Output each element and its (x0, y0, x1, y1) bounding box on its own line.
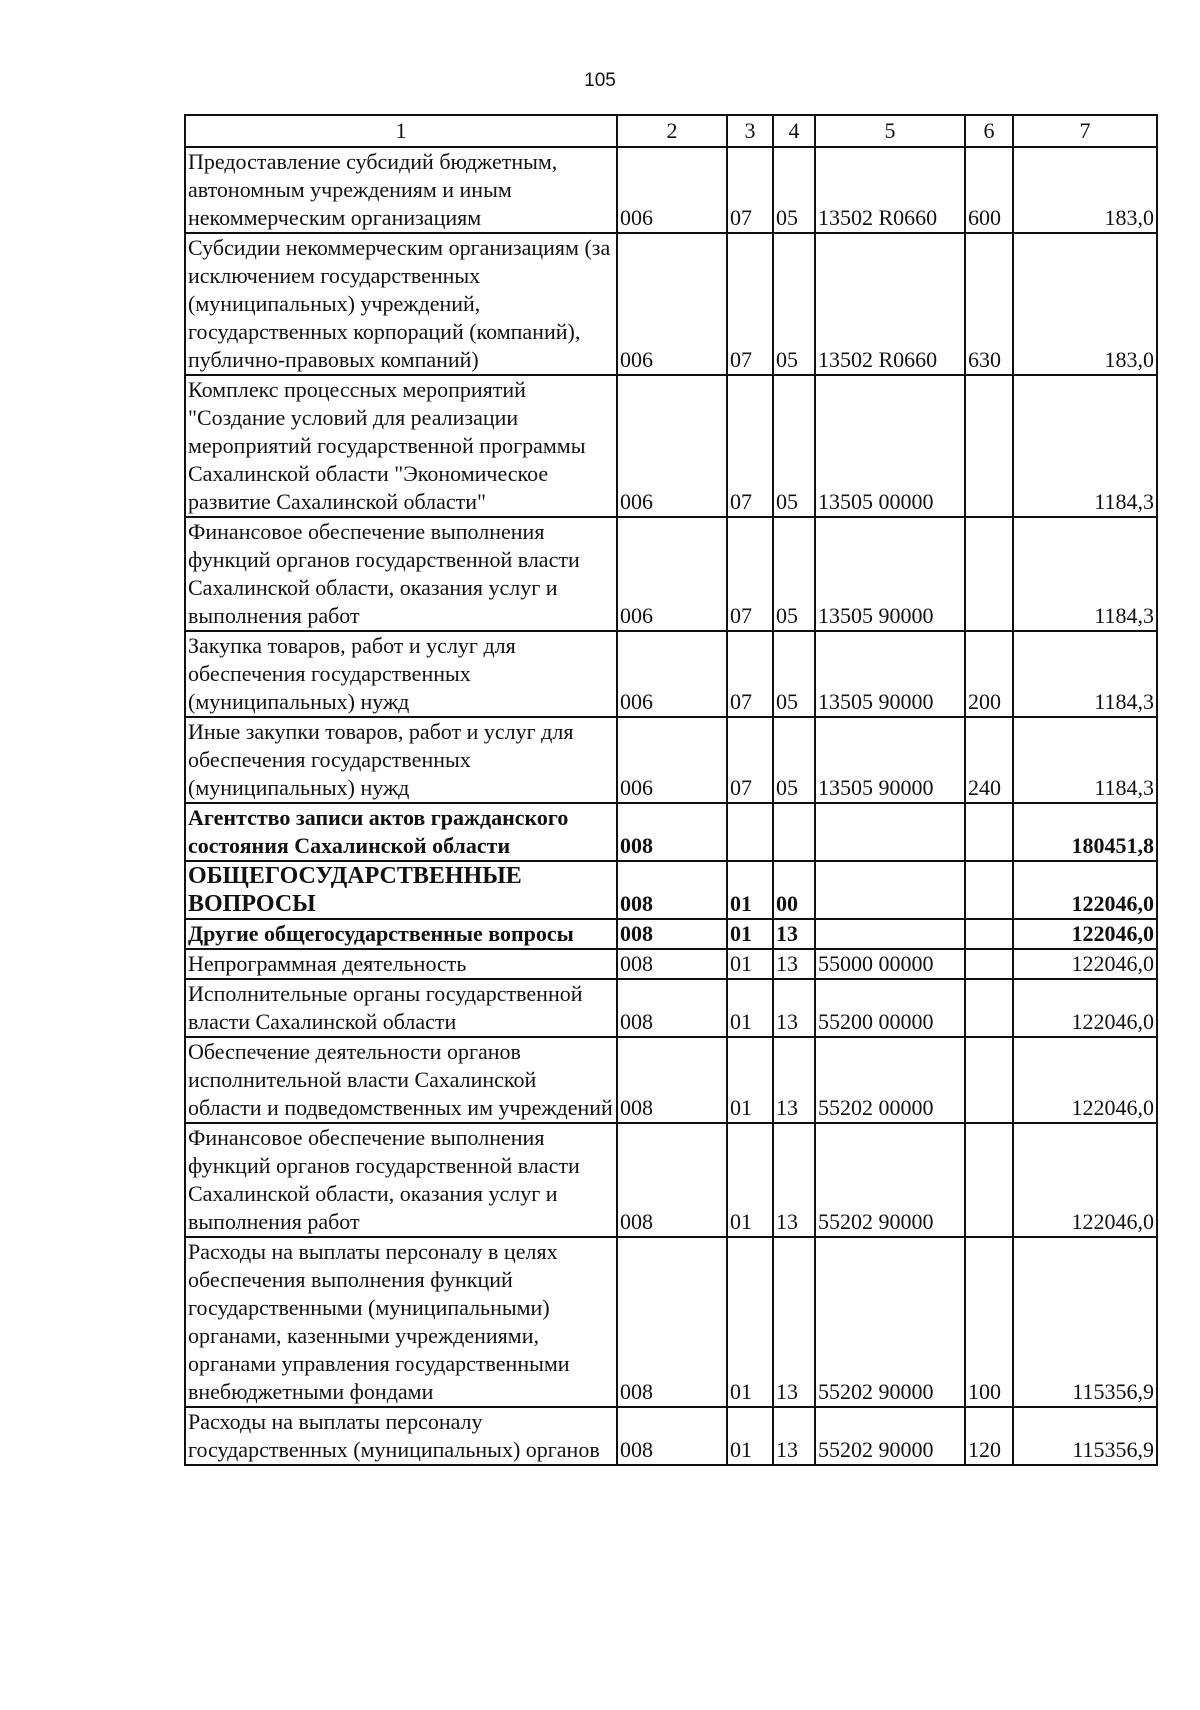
admin-code-cell: 008 (617, 1237, 727, 1407)
subsection-cell: 05 (773, 375, 815, 517)
amount-cell: 122046,0 (1013, 1123, 1157, 1237)
row-name-cell: Закупка товаров, работ и услуг для обеспечения государственных (муниципальных) нужд (185, 631, 617, 717)
amount-cell: 180451,8 (1013, 803, 1157, 861)
table-row (185, 631, 1157, 717)
target-article-cell: 55200 00000 (815, 979, 965, 1037)
section-cell: 01 (727, 949, 773, 979)
amount-cell: 183,0 (1013, 147, 1157, 233)
target-article-cell: 55202 00000 (815, 1037, 965, 1123)
admin-code-cell: 006 (617, 375, 727, 517)
row-name-cell: ОБЩЕГОСУДАРСТВЕННЫЕ ВОПРОСЫ (185, 861, 617, 919)
section-cell: 07 (727, 375, 773, 517)
subsection-cell: 13 (773, 949, 815, 979)
table-header-row (185, 115, 1157, 147)
column-header: 3 (727, 115, 773, 147)
target-article-cell: 13505 90000 (815, 631, 965, 717)
row-name-cell: Финансовое обеспечение выполнения функций органов государственной власти Сахалинской области, оказания услуг и выполнения работ (185, 517, 617, 631)
table-row (185, 717, 1157, 803)
row-name-cell: Предоставление субсидий бюджетным, автономным учреждениям и иным некоммерческим организациям (185, 147, 617, 233)
subsection-cell: 05 (773, 147, 815, 233)
admin-code-cell: 008 (617, 1123, 727, 1237)
table-body (185, 147, 1157, 1465)
expense-type-cell (965, 803, 1013, 861)
target-article-cell: 55202 90000 (815, 1237, 965, 1407)
admin-code-cell: 006 (617, 233, 727, 375)
subsection-cell: 13 (773, 919, 815, 949)
amount-cell: 122046,0 (1013, 949, 1157, 979)
table-row (185, 147, 1157, 233)
subsection-cell: 13 (773, 979, 815, 1037)
column-header: 5 (815, 115, 965, 147)
expense-type-cell (965, 1037, 1013, 1123)
table-row (185, 1237, 1157, 1407)
subsection-cell: 13 (773, 1037, 815, 1123)
amount-cell: 1184,3 (1013, 375, 1157, 517)
amount-cell: 122046,0 (1013, 1037, 1157, 1123)
row-name-cell: Исполнительные органы государственной власти Сахалинской области (185, 979, 617, 1037)
section-cell: 07 (727, 717, 773, 803)
table-row (185, 233, 1157, 375)
row-name-cell: Агентство записи актов гражданского состояния Сахалинской области (185, 803, 617, 861)
expense-type-cell (965, 375, 1013, 517)
target-article-cell: 13505 90000 (815, 517, 965, 631)
admin-code-cell: 008 (617, 949, 727, 979)
row-name-cell: Субсидии некоммерческим организациям (за исключением государственных (муниципальных) учреждений, государственных корпораций (компаний), публично-правовых компаний) (185, 233, 617, 375)
target-article-cell: 13505 90000 (815, 717, 965, 803)
admin-code-cell: 008 (617, 919, 727, 949)
page-number: 105 (584, 70, 616, 91)
amount-cell: 183,0 (1013, 233, 1157, 375)
row-name-cell: Непрограммная деятельность (185, 949, 617, 979)
target-article-cell (815, 861, 965, 919)
target-article-cell: 13502 R0660 (815, 147, 965, 233)
column-header: 6 (965, 115, 1013, 147)
row-name-cell: Расходы на выплаты персоналу государственных (муниципальных) органов (185, 1407, 617, 1465)
subsection-cell: 05 (773, 233, 815, 375)
row-name-cell: Расходы на выплаты персоналу в целях обеспечения выполнения функций государственными (муниципальными) органами, казенными учреждениями, органами управления государственными внебюджетными фондами (185, 1237, 617, 1407)
section-cell (727, 803, 773, 861)
budget-table (184, 114, 1158, 1466)
subsection-cell: 13 (773, 1123, 815, 1237)
admin-code-cell: 006 (617, 631, 727, 717)
target-article-cell (815, 919, 965, 949)
expense-type-cell (965, 1123, 1013, 1237)
subsection-cell: 13 (773, 1407, 815, 1465)
table-row (185, 919, 1157, 949)
subsection-cell: 00 (773, 861, 815, 919)
admin-code-cell: 008 (617, 1037, 727, 1123)
expense-type-cell: 100 (965, 1237, 1013, 1407)
amount-cell: 122046,0 (1013, 861, 1157, 919)
expense-type-cell: 240 (965, 717, 1013, 803)
expense-type-cell: 630 (965, 233, 1013, 375)
target-article-cell: 55000 00000 (815, 949, 965, 979)
admin-code-cell: 008 (617, 1407, 727, 1465)
expense-type-cell (965, 517, 1013, 631)
amount-cell: 122046,0 (1013, 979, 1157, 1037)
table-row (185, 803, 1157, 861)
amount-cell: 1184,3 (1013, 717, 1157, 803)
section-cell: 07 (727, 233, 773, 375)
amount-cell: 1184,3 (1013, 631, 1157, 717)
row-name-cell: Комплекс процессных мероприятий "Создание условий для реализации мероприятий государственной программы Сахалинской области "Экономическое развитие Сахалинской области" (185, 375, 617, 517)
section-cell: 01 (727, 1237, 773, 1407)
section-cell: 01 (727, 1123, 773, 1237)
subsection-cell: 05 (773, 717, 815, 803)
row-name-cell: Обеспечение деятельности органов исполнительной власти Сахалинской области и подведомственных им учреждений (185, 1037, 617, 1123)
expense-type-cell: 200 (965, 631, 1013, 717)
target-article-cell: 55202 90000 (815, 1407, 965, 1465)
target-article-cell (815, 803, 965, 861)
table-row (185, 375, 1157, 517)
section-cell: 01 (727, 1037, 773, 1123)
table-row (185, 1407, 1157, 1465)
row-name-cell: Другие общегосударственные вопросы (185, 919, 617, 949)
table-row (185, 1123, 1157, 1237)
target-article-cell: 13502 R0660 (815, 233, 965, 375)
subsection-cell: 05 (773, 631, 815, 717)
column-header: 2 (617, 115, 727, 147)
section-cell: 07 (727, 147, 773, 233)
section-cell: 01 (727, 979, 773, 1037)
admin-code-cell: 008 (617, 803, 727, 861)
section-cell: 01 (727, 919, 773, 949)
expense-type-cell (965, 861, 1013, 919)
table-row (185, 949, 1157, 979)
column-header: 1 (185, 115, 617, 147)
amount-cell: 115356,9 (1013, 1407, 1157, 1465)
amount-cell: 1184,3 (1013, 517, 1157, 631)
target-article-cell: 13505 00000 (815, 375, 965, 517)
section-cell: 07 (727, 631, 773, 717)
amount-cell: 122046,0 (1013, 919, 1157, 949)
admin-code-cell: 006 (617, 147, 727, 233)
admin-code-cell: 008 (617, 979, 727, 1037)
row-name-cell: Финансовое обеспечение выполнения функций органов государственной власти Сахалинской области, оказания услуг и выполнения работ (185, 1123, 617, 1237)
admin-code-cell: 006 (617, 717, 727, 803)
row-name-cell: Иные закупки товаров, работ и услуг для обеспечения государственных (муниципальных) нужд (185, 717, 617, 803)
column-header: 7 (1013, 115, 1157, 147)
expense-type-cell: 600 (965, 147, 1013, 233)
admin-code-cell: 008 (617, 861, 727, 919)
section-cell: 01 (727, 861, 773, 919)
amount-cell: 115356,9 (1013, 1237, 1157, 1407)
admin-code-cell: 006 (617, 517, 727, 631)
section-cell: 07 (727, 517, 773, 631)
subsection-cell: 13 (773, 1237, 815, 1407)
table-row (185, 979, 1157, 1037)
expense-type-cell (965, 919, 1013, 949)
expense-type-cell (965, 979, 1013, 1037)
table-row (185, 517, 1157, 631)
expense-type-cell: 120 (965, 1407, 1013, 1465)
subsection-cell (773, 803, 815, 861)
subsection-cell: 05 (773, 517, 815, 631)
expense-type-cell (965, 949, 1013, 979)
table-row (185, 861, 1157, 919)
column-header: 4 (773, 115, 815, 147)
table-row (185, 1037, 1157, 1123)
section-cell: 01 (727, 1407, 773, 1465)
target-article-cell: 55202 90000 (815, 1123, 965, 1237)
